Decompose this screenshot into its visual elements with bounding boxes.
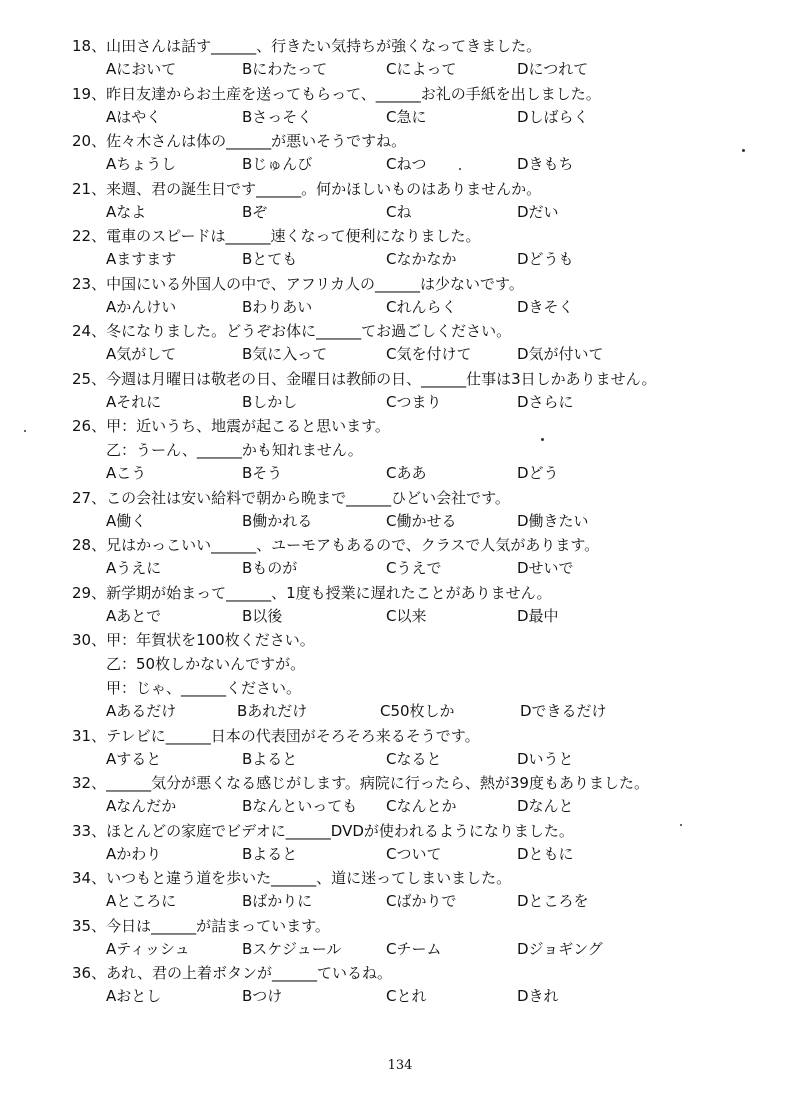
answer-option: Bばかりに: [242, 892, 313, 910]
question-stem: 21、来週、君の誕生日です______。何かほしいものはありませんか。: [72, 179, 542, 198]
answer-options: [72, 296, 772, 320]
answer-option: Aあとで: [106, 606, 162, 625]
answer-option: Bしかし: [242, 392, 298, 411]
answer-option: Bじゅんび: [242, 155, 313, 173]
answer-option: Aなよ: [106, 202, 147, 221]
answer-option: Bよると: [242, 749, 298, 768]
answer-option: Cね: [386, 202, 412, 221]
answer-option: Dきそく: [517, 297, 574, 316]
answer-options: [72, 890, 772, 914]
question-stem: 30、甲：年賀状を100枚ください。: [72, 631, 315, 649]
question-stem: 25、今週は月曜日は敬老の日、金曜日は教師の日、______仕事は3日しかありません。: [72, 369, 657, 388]
answer-option: Cによって: [386, 60, 457, 78]
answer-option: Aかんけい: [106, 297, 177, 316]
answer-option: Dところを: [517, 892, 589, 910]
answer-option: Cとれ: [386, 987, 427, 1005]
answer-option: Dきもち: [517, 155, 574, 173]
answer-option: Dしばらく: [517, 107, 589, 126]
answer-option: Cつまり: [386, 392, 442, 411]
answer-option: Cああ: [386, 464, 427, 482]
answer-options: [72, 557, 772, 581]
answer-options: [72, 462, 772, 486]
page-number: 134: [387, 1058, 413, 1073]
answer-options: [72, 843, 772, 867]
answer-options: [72, 795, 772, 819]
answer-option: Dなんと: [517, 797, 574, 815]
question-stem: 31、テレビに______日本の代表団がそろそろ来るそうです。: [72, 726, 480, 745]
question-item: [72, 771, 772, 819]
answer-option: Dジョギング: [517, 939, 603, 958]
question-item: [72, 129, 772, 177]
question-stem: 27、この会社は安い給料で朝から晩まで______ひどい会社です。: [72, 488, 510, 507]
answer-option: Aそれに: [106, 392, 162, 411]
answer-option: Aますます: [106, 250, 177, 268]
answer-option: Aにおいて: [106, 60, 177, 78]
answer-options: [72, 700, 772, 724]
scan-speck: [742, 149, 745, 152]
question-stem: 36、あれ、君の上着ボタンが______ているね。: [72, 964, 392, 982]
answer-option: Aなんだか: [106, 797, 177, 815]
scan-speck: [459, 168, 461, 170]
question-item: [72, 914, 772, 962]
answer-option: Dきれ: [517, 987, 559, 1005]
answer-option: Cなると: [386, 749, 442, 768]
question-stem: 35、今日は______が詰まっています。: [72, 916, 330, 935]
dialogue-line: 乙：50枚しかないんですが。: [106, 655, 306, 673]
answer-options: [72, 58, 772, 82]
answer-option: A気がして: [106, 345, 177, 363]
scan-speck: [24, 430, 26, 432]
answer-option: Dだい: [517, 202, 559, 221]
question-item: [72, 486, 772, 534]
question-stem: 24、冬になりました。どうぞお体に______てお過ごしください。: [72, 322, 512, 340]
answer-options: [72, 201, 772, 225]
question-list: [72, 34, 772, 1009]
question-stem: 33、ほとんどの家庭でビデオに______DVDが使われるようになりました。: [72, 821, 574, 840]
answer-option: Bぞ: [242, 202, 268, 221]
answer-options: [72, 248, 772, 272]
question-item: [72, 866, 772, 914]
question-stem: 32、______気分が悪くなる感じがします。病院に行ったら、熱が39度もありました。: [72, 774, 649, 792]
answer-option: Aこう: [106, 464, 147, 482]
question-item: [72, 82, 772, 130]
answer-options: [72, 938, 772, 962]
answer-option: Aうえに: [106, 559, 162, 577]
question-item: [72, 819, 772, 867]
answer-option: Cばかりで: [386, 892, 457, 910]
question-stem: 29、新学期が始まって______、1度も授業に遅れたことがありません。: [72, 583, 552, 602]
answer-option: C急に: [386, 107, 427, 126]
answer-option: Aおとし: [106, 987, 162, 1005]
answer-option: Aすると: [106, 749, 162, 768]
answer-option: Cねつ: [386, 155, 427, 173]
answer-option: Cついて: [386, 844, 442, 863]
answer-option: Bものが: [242, 559, 298, 577]
answer-option: Dいうと: [517, 749, 574, 768]
question-item: [72, 628, 772, 724]
answer-option: Bさっそく: [242, 107, 313, 126]
answer-option: Bそう: [242, 464, 283, 482]
question-stem: 26、甲：近いうち、地震が起こると思います。: [72, 417, 390, 435]
answer-option: Dどうも: [517, 250, 574, 268]
answer-option: Bわりあい: [242, 297, 313, 316]
question-item: [72, 319, 772, 367]
answer-option: Bスケジュール: [242, 939, 342, 958]
answer-option: Aあるだけ: [106, 702, 177, 720]
answer-option: Bにわたって: [242, 60, 328, 78]
answer-option: Dともに: [517, 844, 574, 863]
answer-option: D最中: [517, 606, 559, 625]
answer-option: Dできるだけ: [520, 702, 607, 720]
answer-option: Cれんらく: [386, 297, 457, 316]
answer-option: Dどう: [517, 464, 559, 482]
question-item: [72, 724, 772, 772]
answer-option: B気に入って: [242, 345, 328, 363]
answer-option: Aティッシュ: [106, 939, 190, 958]
answer-option: B以後: [242, 606, 283, 625]
answer-options: [72, 153, 772, 177]
answer-option: Dにつれて: [517, 60, 589, 78]
question-item: [72, 272, 772, 320]
answer-options: [72, 391, 772, 415]
answer-option: A働く: [106, 511, 147, 530]
answer-option: Aはやく: [106, 107, 162, 126]
answer-option: Aところに: [106, 892, 177, 910]
dialogue-line: 甲：じゃ、______ください。: [106, 679, 302, 697]
question-item: [72, 34, 772, 82]
answer-option: C気を付けて: [386, 345, 472, 363]
question-stem: 23、中国にいる外国人の中で、アフリカ人の______は少ないです。: [72, 274, 524, 293]
question-stem: 28、兄はかっこいい______、ユーモアもあるので、クラスで人気があります。: [72, 536, 600, 554]
question-item: [72, 414, 772, 486]
answer-option: Bつけ: [242, 987, 283, 1005]
answer-options: [72, 106, 772, 130]
answer-options: [72, 605, 772, 629]
answer-option: Bあれだけ: [237, 702, 308, 720]
dialogue-line: 乙：うーん、______かも知れません。: [106, 441, 363, 459]
answer-option: Bとても: [242, 250, 298, 268]
question-stem: 22、電車のスピードは______速くなって便利になりました。: [72, 227, 481, 245]
question-item: [72, 224, 772, 272]
answer-option: B働かれる: [242, 511, 313, 530]
answer-options: [72, 748, 772, 772]
question-item: [72, 533, 772, 581]
answer-option: Dさらに: [517, 392, 574, 411]
answer-option: Cなかなか: [386, 250, 457, 268]
question-item: [72, 177, 772, 225]
question-stem: 20、佐々木さんは体の______が悪いそうですね。: [72, 132, 407, 150]
answer-options: [72, 985, 772, 1009]
answer-option: Aかわり: [106, 844, 162, 863]
question-item: [72, 961, 772, 1009]
scan-speck: [680, 824, 682, 826]
answer-options: [72, 510, 772, 534]
answer-option: D働きたい: [517, 511, 589, 530]
question-stem: 34、いつもと違う道を歩いた______、道に迷ってしまいました。: [72, 869, 512, 887]
question-item: [72, 367, 772, 415]
question-stem: 18、山田さんは話す______、行きたい気持ちが強くなってきました。: [72, 37, 542, 55]
question-item: [72, 581, 772, 629]
answer-option: Cなんとか: [386, 797, 457, 815]
answer-option: Bなんといっても: [242, 797, 358, 815]
answer-option: C50枚しか: [380, 702, 455, 720]
answer-option: C以来: [386, 606, 427, 625]
answer-option: Dせいで: [517, 559, 574, 577]
answer-option: Bよると: [242, 844, 298, 863]
answer-options: [72, 343, 772, 367]
answer-option: Cうえで: [386, 559, 442, 577]
answer-option: C働かせる: [386, 511, 457, 530]
answer-option: Cチーム: [386, 939, 442, 958]
answer-option: Aちょうし: [106, 155, 177, 173]
question-stem: 19、昨日友達からお土産を送ってもらって、______お礼の手紙を出しました。: [72, 84, 601, 103]
answer-option: D気が付いて: [517, 345, 604, 363]
scan-speck: [541, 438, 544, 441]
